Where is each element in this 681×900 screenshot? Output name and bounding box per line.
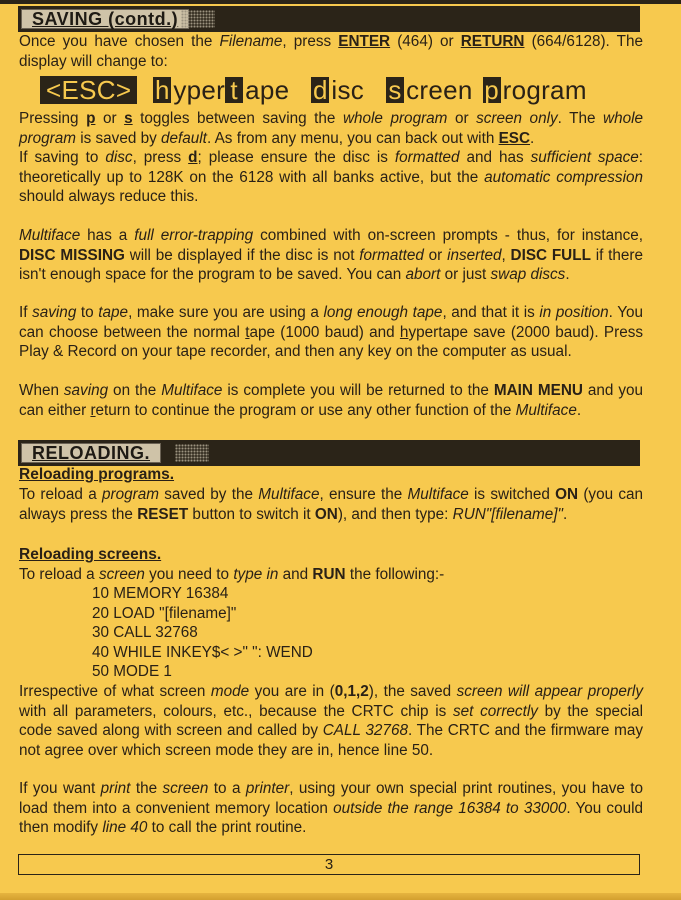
subheading-reloading-screens: Reloading screens. (19, 546, 162, 563)
section-header-saving (18, 6, 640, 32)
menu-option-hypertape: h yper (154, 74, 226, 105)
saving-toggle-paragraph: Pressing p or s toggles between saving the whole program or screen only. The whole program is saved by default. As from any menu, you can back out with ESC. If saving to disc, press d; please ensure the disc is formatted and has sufficient space: theoretically up to 128K on the 6128 with all banks active, but the automatic compression should always reduce this. (19, 110, 644, 206)
tape-saving-paragraph: If saving to tape, make sure you are using a long enough tape, and that it is in position. You can choose between the normal tape (1000 baud) and hypertape save (2000 baud). Press Play & Record on your tape recorder, and then any key on the computer as usual. (19, 304, 644, 361)
code-line: 10 MEMORY 16384 (92, 585, 229, 602)
saving-intro-paragraph: Once you have chosen the Filename, press ENTER (464) or RETURN (664/6128). The display will change to: (19, 33, 643, 70)
page-number-box (18, 854, 640, 875)
code-line: 20 LOAD "[filename]" (92, 604, 237, 622)
code-line: 40 WHILE INKEY$< >" ": WEND (92, 643, 313, 661)
menu-option-screen: s creen (386, 75, 473, 106)
section-title-saving: SAVING (contd.) (21, 9, 189, 29)
top-edge (0, 0, 681, 4)
basic-code-listing (92, 584, 313, 682)
section-header-reloading (18, 440, 640, 466)
reload-program-paragraph: To reload a program saved by the Multiface, ensure the Multiface is switched ON (you can always press the RESET button to switch it ON), and then type: RUN"[filename]". (19, 486, 644, 523)
code-line: 30 CALL 32768 (92, 624, 198, 642)
menu-option-program: p rogram (484, 74, 587, 105)
saving-complete-paragraph: When saving on the Multiface is complete you will be returned to the MAIN MENU and you can either return to continue the program or use any other function of the Multiface. (19, 382, 643, 419)
subheading-reloading-programs: Reloading programs. (19, 466, 175, 483)
menu-option-disc: d isc (313, 74, 365, 105)
page-number: 3 (324, 856, 334, 873)
save-menu-display (40, 74, 609, 106)
reload-screen-paragraph: To reload a screen you need to type in and RUN the following:- (19, 566, 445, 583)
screen-mode-paragraph: Irrespective of what screen mode you are in (0,1,2), the saved screen will appear properly with all parameters, colours, etc., because the CRTC chip is set correctly by the special code saved along with screen and called by CALL 32768. The CRTC and the firmware may not agree over which screen mode they are in, hence line 50. (19, 683, 643, 759)
esc-key-label: <ESC> (40, 76, 137, 104)
header-shading (175, 444, 209, 462)
code-line: 50 MODE 1 (92, 663, 172, 681)
print-screen-paragraph: If you want print the screen to a printer, using your own special print routines, you have to load them into a convenient memory location outside the range 16384 to 33000. You could then modify line 40 to call the print routine. (19, 780, 644, 837)
menu-option-tape: t ape (225, 75, 289, 106)
bottom-edge (0, 893, 681, 900)
section-title-reloading: RELOADING. (21, 443, 161, 463)
error-trapping-paragraph: Multiface has a full error-trapping combined with on-screen prompts - thus, for instance, DISC MISSING will be displayed if the disc is not formatted or inserted, DISC FULL if there isn't enough space for the program to be saved. You can abort or just swap discs. (19, 227, 643, 284)
header-shading (181, 10, 215, 28)
